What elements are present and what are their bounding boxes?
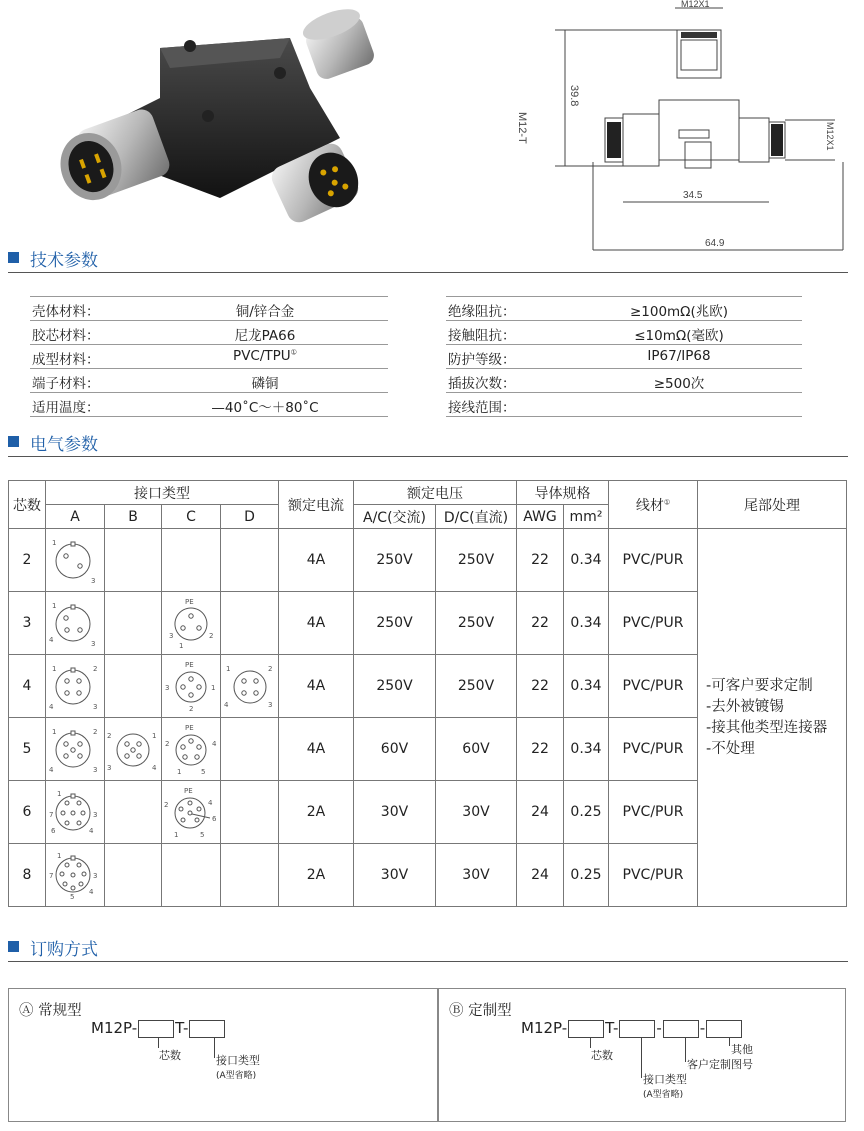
section-order-title: 订购方式 (30, 940, 98, 960)
dim-mid: 34.5 (683, 190, 703, 201)
svg-text:PE: PE (184, 787, 193, 795)
header-type-a: A (46, 505, 105, 529)
svg-text:2: 2 (165, 740, 170, 748)
header-wire: 线材① (609, 481, 698, 529)
svg-text:4: 4 (49, 703, 54, 711)
svg-text:1: 1 (57, 790, 62, 798)
header-current: 额定电流 (279, 481, 354, 529)
svg-text:6: 6 (51, 827, 56, 835)
header-iface: 接口类型 (46, 481, 279, 505)
spec-row: 防护等级： IP67/IP68 (446, 345, 802, 369)
header-tail: 尾部处理 (698, 481, 847, 529)
pin-diagram-5-b (105, 718, 162, 781)
section-order (8, 937, 848, 962)
cores-box (568, 1020, 604, 1038)
svg-text:1: 1 (52, 665, 57, 673)
pin-diagram-3-c (162, 592, 221, 655)
spec-row: 适用温度： —40˚C～＋80˚C (30, 393, 388, 417)
svg-text:4: 4 (208, 799, 213, 807)
pin-diagram-5-c (162, 718, 221, 781)
footnote-mark: ① (290, 348, 297, 357)
svg-text:3: 3 (169, 632, 174, 640)
pin-diagram-6-c (162, 781, 221, 844)
spec-row: 壳体材料： 铜/锌合金 (30, 296, 388, 321)
order-standard-code: M12P- T- (91, 1019, 226, 1038)
electrical-table (8, 480, 847, 907)
pin-diagram-5-a (46, 718, 105, 781)
header-mm2: mm² (564, 505, 609, 529)
dim-height: 39.8 (568, 85, 580, 107)
svg-text:3: 3 (93, 766, 98, 774)
label-iface-note: (A型省略) (643, 1090, 684, 1100)
section-tech-title: 技术参数 (30, 251, 98, 271)
tech-params-right (446, 296, 802, 417)
spec-row: 成型材料： PVC/TPU① (30, 345, 388, 369)
spec-row: 绝缘阻抗： ≥100mΩ(兆欧) (446, 296, 802, 321)
svg-text:1: 1 (179, 642, 184, 650)
table-row: 6 1 7 3 4 6 PE 2 4 6 1 5 2A 30V 30V 24 0.25 PVC/PUR (9, 781, 847, 844)
svg-text:4: 4 (49, 636, 54, 644)
svg-text:1: 1 (52, 728, 57, 736)
table-row: 5 1 2 4 3 2 1 3 4 PE 2 4 1 5 4A 60V 60V 22 0.34 PVC/PUR (9, 718, 847, 781)
iface-box (189, 1020, 225, 1038)
svg-text:3: 3 (165, 684, 170, 692)
spec-row: 接线范围： (446, 393, 802, 417)
custom-box (663, 1020, 699, 1038)
svg-text:1: 1 (52, 602, 57, 610)
section-elec-title: 电气参数 (30, 435, 98, 455)
section-marker (8, 252, 19, 263)
svg-text:6: 6 (212, 815, 217, 823)
order-standard (8, 988, 438, 1122)
section-marker (8, 941, 19, 952)
svg-text:2: 2 (93, 728, 98, 736)
svg-text:3: 3 (91, 640, 96, 648)
svg-text:1: 1 (177, 768, 182, 776)
svg-text:1: 1 (57, 852, 62, 860)
header-cores: 芯数 (9, 481, 46, 529)
label-cores: 芯数 (159, 1049, 181, 1062)
label-cores: 芯数 (591, 1049, 613, 1062)
table-row: 8 1 7 3 4 5 2A 30V 30V 24 0.25 PVC/PUR (9, 844, 847, 907)
product-photo (40, 8, 400, 233)
svg-text:2: 2 (93, 665, 98, 673)
svg-text:2: 2 (164, 801, 169, 809)
label-iface-note: (A型省略) (216, 1071, 257, 1081)
svg-text:4: 4 (89, 827, 94, 835)
svg-text:4: 4 (212, 740, 217, 748)
dim-m12-top: M12X1 (681, 0, 710, 9)
svg-text:PE: PE (185, 661, 194, 669)
order-custom (438, 988, 846, 1122)
svg-text:2: 2 (267, 665, 272, 673)
svg-text:5: 5 (200, 831, 205, 839)
header-type-b: B (105, 505, 162, 529)
tail-options: -可客户要求定制 -去外被镀锡 -接其他类型连接器 -不处理 (698, 529, 847, 907)
svg-text:2: 2 (107, 732, 112, 740)
svg-text:3: 3 (93, 872, 98, 880)
model-label: M12-T (516, 112, 528, 144)
svg-text:4: 4 (152, 764, 157, 772)
spec-row: 端子材料： 磷铜 (30, 369, 388, 393)
table-row: 2 1 3 4A 250V 250V 22 0.34 PVC/PUR -可客户要求定制 -去外被镀锡 -接其他类型连接器 -不处理 (9, 529, 847, 592)
spec-row: 插拔次数： ≥500次 (446, 369, 802, 393)
pin-diagram-8-a (46, 844, 105, 907)
svg-text:4: 4 (223, 701, 228, 709)
svg-text:2: 2 (189, 705, 194, 713)
section-elec (8, 432, 848, 457)
pin-diagram-6-a (46, 781, 105, 844)
label-iface: 接口类型 (643, 1073, 687, 1086)
svg-text:2: 2 (209, 632, 214, 640)
technical-drawing (505, 0, 855, 262)
table-row: 4 1 2 4 3 PE 3 1 2 1 2 4 3 4A 250V 250V 22 0.34 PVC/PUR (9, 655, 847, 718)
svg-text:7: 7 (49, 872, 54, 880)
svg-text:1: 1 (152, 732, 157, 740)
pin-diagram-4-c (162, 655, 221, 718)
pin-diagram-3-a (46, 592, 105, 655)
svg-text:1: 1 (211, 684, 216, 692)
order-custom-title: Ⓑ 定制型 (449, 1003, 512, 1019)
tech-params-left (30, 296, 388, 417)
header-ac: A/C(交流) (354, 505, 436, 529)
header-conductor: 导体规格 (517, 481, 609, 505)
pin-diagram-2-a (46, 529, 105, 592)
dim-total: 64.9 (705, 238, 725, 249)
section-tech (8, 248, 848, 273)
iface-box (619, 1020, 655, 1038)
section-marker (8, 436, 19, 447)
svg-text:4: 4 (49, 766, 54, 774)
cores-box (138, 1020, 174, 1038)
dim-m12-right: M12X1 (825, 122, 835, 151)
svg-text:3: 3 (91, 577, 96, 585)
svg-text:3: 3 (267, 701, 272, 709)
header-dc: D/C(直流) (436, 505, 517, 529)
svg-text:3: 3 (93, 703, 98, 711)
label-iface: 接口类型 (216, 1054, 260, 1067)
header-awg: AWG (517, 505, 564, 529)
header-type-d: D (221, 505, 279, 529)
svg-text:4: 4 (89, 888, 94, 896)
order-custom-code: M12P- T- - - (521, 1019, 743, 1038)
table-row: 3 1 4 3 PE 3 2 1 4A 250V 250V 22 0.34 PVC/PUR (9, 592, 847, 655)
svg-text:1: 1 (174, 831, 179, 839)
spec-row: 胶芯材料： 尼龙PA66 (30, 321, 388, 345)
svg-text:3: 3 (107, 764, 112, 772)
header-type-c: C (162, 505, 221, 529)
svg-text:1: 1 (225, 665, 230, 673)
svg-text:5: 5 (70, 893, 75, 900)
label-custom: 客户定制图号 (687, 1058, 753, 1071)
header-voltage: 额定电压 (354, 481, 517, 505)
spec-row: 接触阻抗： ≤10mΩ(毫欧) (446, 321, 802, 345)
svg-text:PE: PE (185, 598, 194, 606)
svg-text:7: 7 (49, 811, 54, 819)
order-standard-title: Ⓐ 常规型 (19, 1003, 82, 1019)
svg-text:5: 5 (201, 768, 206, 776)
other-box (706, 1020, 742, 1038)
pin-diagram-4-a (46, 655, 105, 718)
svg-text:3: 3 (93, 811, 98, 819)
pin-diagram-4-d (221, 655, 279, 718)
svg-text:1: 1 (52, 539, 57, 547)
svg-text:PE: PE (185, 724, 194, 732)
label-other: 其他 (731, 1043, 753, 1056)
